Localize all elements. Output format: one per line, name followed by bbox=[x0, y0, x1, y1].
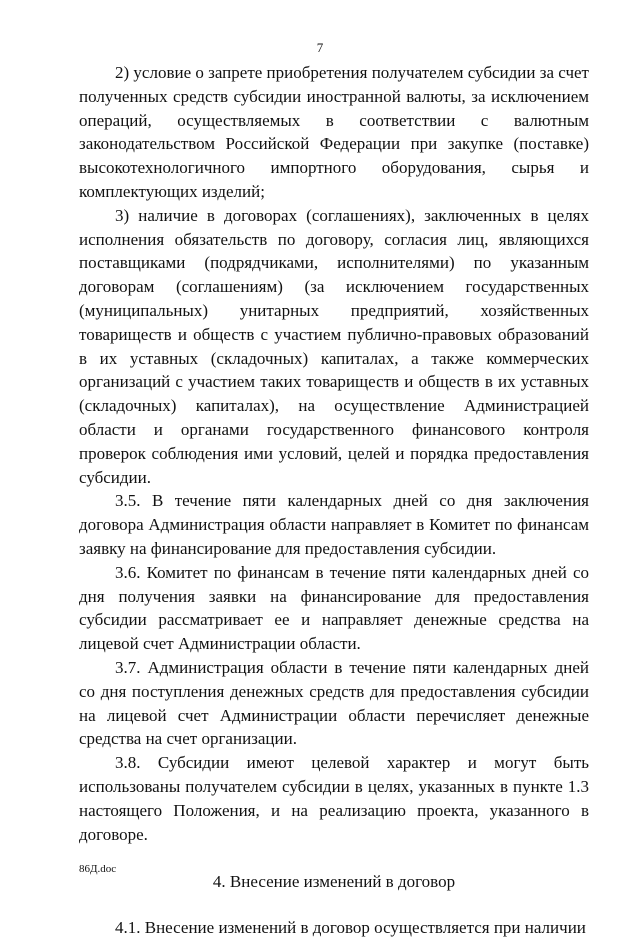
paragraph-3-6: 3.6. Комитет по финансам в течение пяти календарных дней со дня получения заявки на финансирование для предоставления субсидии рассматривает ее и направляет денежные средства на лицевой счет Администрации области. bbox=[79, 562, 589, 654]
page-number: 7 bbox=[316, 40, 324, 55]
paragraph-clause-2: 2) условие о запрете приобретения получателем субсидии за счет полученных средств субсидии иностранной валюты, за исключением операций, осуществляемых в соответствии с валютным законодательством Российской Федерации при закупке (поставке) высокотехнологичного импортного оборудования, сырья и комплектующих изделий; bbox=[79, 63, 589, 201]
paragraph-3-5: 3.5. В течение пяти календарных дней со дня заключения договора Администрация области направляет в Комитет по финансам заявку на финансирование для предоставления субсидии. bbox=[79, 491, 589, 558]
paragraph-3-8: 3.8. Субсидии имеют целевой характер и могут быть использованы получателем субсидии в целях, указанных в пункте 1.3 настоящего Положения, и на реализацию проекта, указанного в договоре. bbox=[79, 753, 589, 844]
paragraph-clause-3: 3) наличие в договорах (соглашениях), заключенных в целях исполнения обязательств по договору, согласия лиц, являющихся поставщиками (подрядчиками, исполнителями) по указанным договорам (соглашениям) (за исключением государственных (муниципальных) унитарных предприятий, хозяйственных товариществ и обществ с участием публично-правовых образований в их уставных (складочных) капиталах, а также коммерческих организаций с участием таких товариществ и обществ в их уставных (складочных) капиталах), на осуществление Администрацией области и органами государственного финансового контроля проверок соблюдения ими условий, целей и порядка предоставления субсидии. bbox=[79, 205, 589, 487]
paragraph-3-7: 3.7. Администрация области в течение пяти календарных дней со дня поступления денежных средств для предоставления субсидии на лицевой счет Администрации области перечисляет денежные средства на счет организации. bbox=[79, 657, 589, 749]
section-heading: 4. Внесение изменений в договор bbox=[212, 872, 456, 892]
paragraph-4-1: 4.1. Внесение изменений в договор осуществляется при наличии bbox=[115, 918, 586, 938]
footer-filename: 86Д.doc bbox=[79, 863, 117, 875]
document-body bbox=[79, 61, 589, 940]
